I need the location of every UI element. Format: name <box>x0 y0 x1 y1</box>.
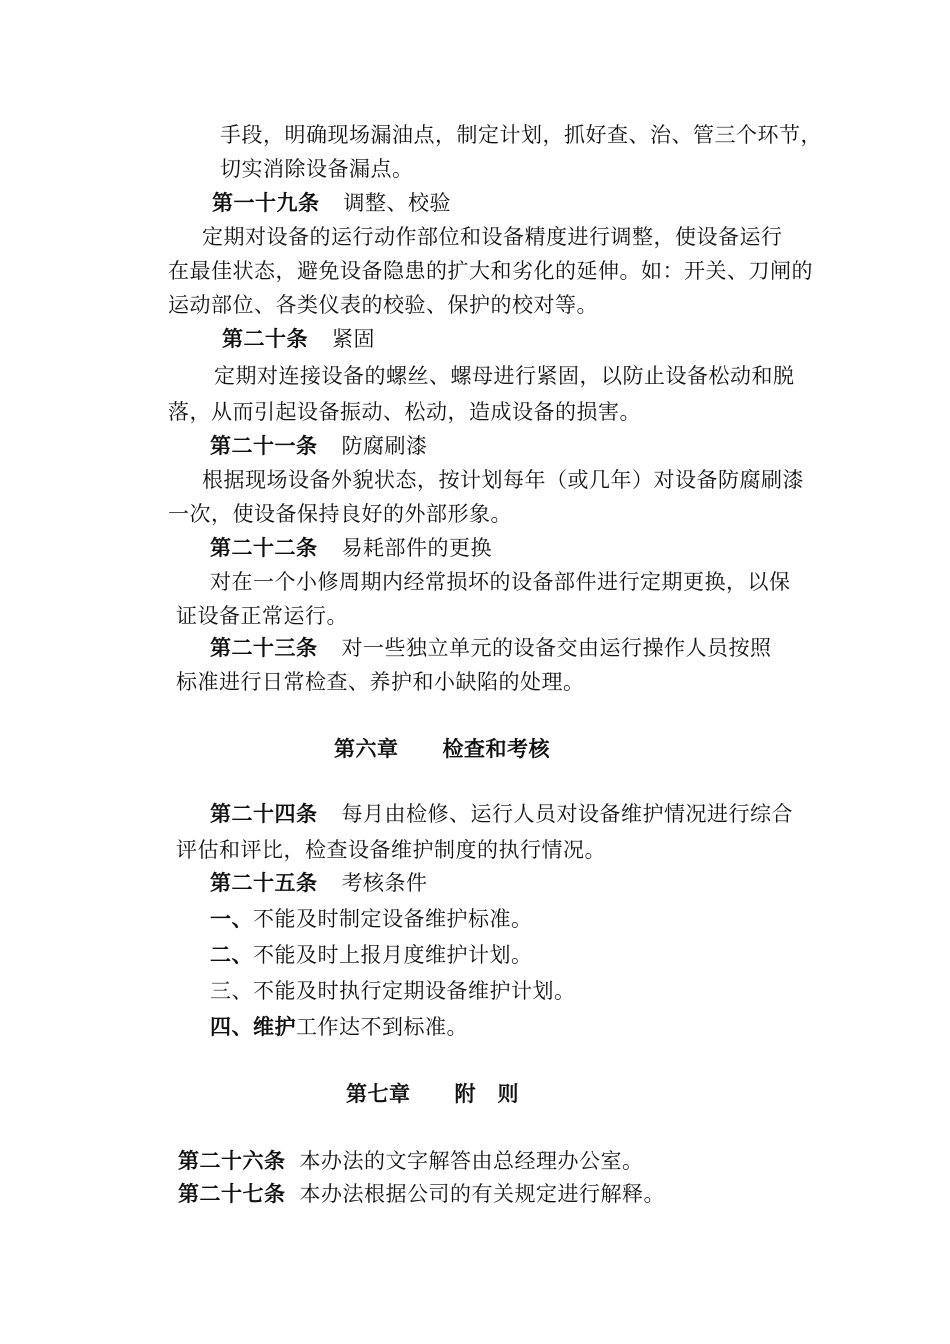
article-heading <box>210 534 492 562</box>
article-text: 本办法根据公司的有关规定进行解释。 <box>299 1182 665 1206</box>
list-item <box>210 905 533 933</box>
list-text: 不能及时执行定期设备维护计划。 <box>253 979 576 1003</box>
article-text: 本办法的文字解答由总经理办公室。 <box>299 1149 644 1173</box>
article-heading <box>212 189 451 217</box>
article-text: 每月由检修、运行人员对设备维护情况进行综合 <box>341 802 793 826</box>
chapter-heading <box>334 735 550 763</box>
paragraph-line: 定期对设备的运行动作部位和设备精度进行调整，使设备运行 <box>202 225 783 249</box>
chapter-number: 第六章 <box>334 737 399 761</box>
article-heading <box>210 869 428 897</box>
article-number: 第二十三条 <box>210 636 318 660</box>
list-item <box>210 941 533 969</box>
list-item <box>210 1013 468 1041</box>
paragraph-line: 落，从而引起设备振动、松动，造成设备的损害。 <box>168 400 641 424</box>
list-marker: 一、 <box>210 907 253 931</box>
paragraph-line: 标准进行日常检查、养护和小缺陷的处理。 <box>176 670 585 694</box>
article-number: 第二十二条 <box>210 536 318 560</box>
paragraph-line: 手段，明确现场漏油点，制定计划，抓好查、治、管三个环节， <box>220 123 822 147</box>
article-heading <box>210 432 428 460</box>
article-number: 第二十四条 <box>210 802 318 826</box>
article-number: 第二十条 <box>222 327 308 351</box>
paragraph-line: 切实消除设备漏点。 <box>220 157 414 181</box>
paragraph-line: 运动部位、各类仪表的校验、保护的校对等。 <box>168 293 598 317</box>
article-number: 第一十九条 <box>212 191 320 215</box>
article-title: 调整、校验 <box>343 191 451 215</box>
article-number: 第二十七条 <box>178 1182 286 1206</box>
paragraph-line: 对在一个小修周期内经常损坏的设备部件进行定期更换，以保 <box>210 570 791 594</box>
chapter-title: 检查和考核 <box>442 737 550 761</box>
chapter-heading <box>346 1080 519 1108</box>
list-marker: 四、维护 <box>210 1015 296 1039</box>
article-heading <box>222 325 375 353</box>
paragraph-line: 一次，使设备保持良好的外部形象。 <box>168 502 512 526</box>
list-text: 不能及时制定设备维护标准。 <box>253 907 533 931</box>
article-title: 防腐刷漆 <box>341 434 428 458</box>
paragraph-line: 证设备正常运行。 <box>176 604 348 628</box>
article-heading <box>178 1147 644 1175</box>
list-text: 工作达不到标准。 <box>296 1015 468 1039</box>
chapter-number: 第七章 <box>346 1082 411 1106</box>
list-marker: 三、 <box>210 979 253 1003</box>
article-number: 第二十五条 <box>210 871 318 895</box>
list-marker: 二、 <box>210 943 253 967</box>
article-number: 第二十一条 <box>210 434 318 458</box>
article-heading <box>178 1180 665 1208</box>
paragraph-line: 根据现场设备外貌状态，按计划每年（或几年）对设备防腐刷漆 <box>202 468 804 492</box>
article-heading <box>210 634 772 662</box>
paragraph-line: 评估和评比，检查设备维护制度的执行情况。 <box>176 838 606 862</box>
article-text: 对一些独立单元的设备交由运行操作人员按照 <box>341 636 772 660</box>
list-text: 不能及时上报月度维护计划。 <box>253 943 533 967</box>
list-item <box>210 977 576 1005</box>
article-title: 考核条件 <box>341 871 428 895</box>
paragraph-line: 定期对连接设备的螺丝、螺母进行紧固，以防止设备松动和脱 <box>214 364 795 388</box>
article-title: 易耗部件的更换 <box>341 536 492 560</box>
paragraph-line: 在最佳状态，避免设备隐患的扩大和劣化的延伸。如：开关、刀闸的 <box>168 259 813 283</box>
article-heading <box>210 800 793 828</box>
article-number: 第二十六条 <box>178 1149 286 1173</box>
article-title: 紧固 <box>332 327 375 351</box>
chapter-title: 附 则 <box>454 1082 519 1106</box>
